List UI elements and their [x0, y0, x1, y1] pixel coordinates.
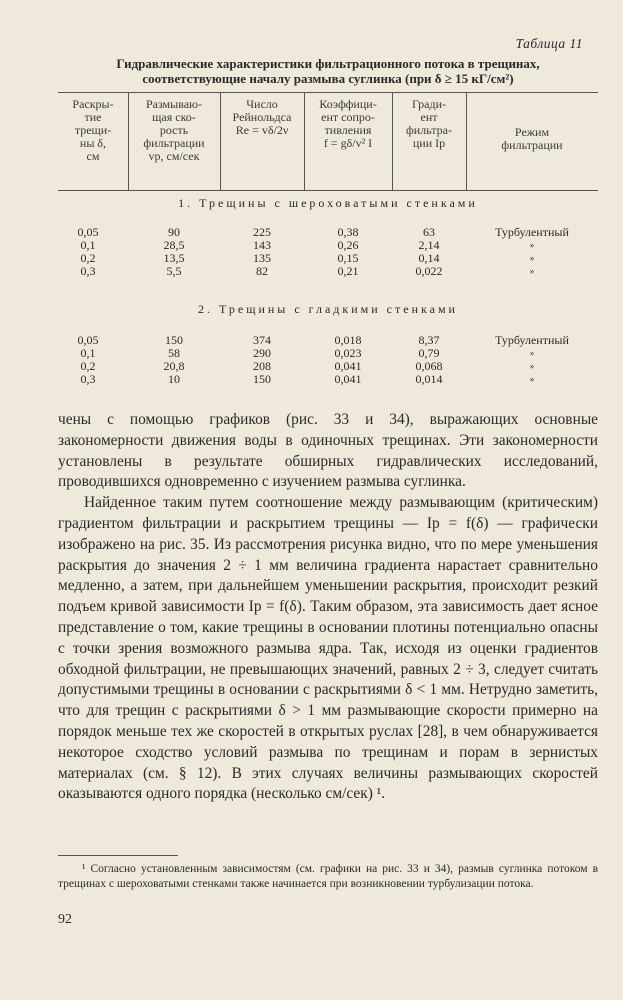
page-number: 92 [58, 912, 72, 927]
table-cell: 28,5 [163, 238, 185, 252]
table-cell: 150 [165, 333, 183, 347]
ditto-mark: » [529, 348, 535, 358]
table-cell: 143 [253, 238, 271, 252]
column-gradient [392, 334, 466, 386]
column-gradient [392, 226, 466, 278]
table-cell: 10 [168, 372, 180, 386]
column-reynolds [220, 334, 304, 386]
header-filtration-regime: Режим фильтрации [501, 125, 563, 152]
column-velocity [128, 334, 220, 386]
table-cell: Турбулентный [495, 333, 569, 347]
table-cell: 5,5 [166, 264, 182, 278]
table-cell: 0,018 [334, 333, 362, 347]
header-crack-opening: Раскры- тие трещи- ны δ, см [72, 97, 114, 163]
ditto-mark: » [529, 266, 535, 276]
table-number: Таблица 11 [515, 36, 583, 51]
table-cell: 208 [253, 359, 271, 373]
table-cell: 63 [423, 225, 435, 239]
table-cell: 0,068 [415, 359, 443, 373]
table-cell: 290 [253, 346, 271, 360]
table-cell: 225 [253, 225, 271, 239]
table-caption [58, 56, 598, 86]
column-regime [466, 226, 598, 278]
table-cell: 58 [168, 346, 180, 360]
table-cell: 150 [253, 372, 271, 386]
table-cell: 135 [253, 251, 271, 265]
table-cell: 0,1 [80, 238, 96, 252]
column-opening [58, 334, 118, 386]
table-cell: 0,1 [80, 346, 96, 360]
table-cell: 0,14 [418, 251, 440, 265]
table-cell: 0,041 [334, 372, 362, 386]
body-text [58, 410, 598, 805]
header-scour-velocity: Размываю- щая ско- рость фильтрации vр, см/сек [143, 97, 205, 163]
table-cell: Турбулентный [495, 225, 569, 239]
table-cell: 0,014 [415, 372, 443, 386]
ditto-mark: » [529, 253, 535, 263]
column-coefficient [304, 334, 392, 386]
column-coefficient [304, 226, 392, 278]
table-cell: 0,79 [418, 346, 440, 360]
column-velocity [128, 226, 220, 278]
table-cell: 0,2 [80, 251, 96, 265]
table-cell: 8,37 [418, 333, 440, 347]
table-cell: 2,14 [418, 238, 440, 252]
table-cell: 374 [253, 333, 271, 347]
header-gradient: Гради- ент фильтра- ции Iр [406, 97, 452, 150]
table-cell: 0,2 [80, 359, 96, 373]
table-header-rule [58, 190, 598, 191]
table-cell: 0,022 [415, 264, 443, 278]
table-cell: 0,3 [80, 372, 96, 386]
header-reynolds-number: Число Рейнольдса Re = vδ/2ν [232, 97, 292, 137]
table-cell: 0,023 [334, 346, 362, 360]
caption-line-1: Гидравлические характеристики фильтрационного потока в трещинах, [116, 56, 540, 71]
column-opening [58, 226, 118, 278]
footnote: ¹ Согласно установленным зависимостям (см. графики на рис. 33 и 34), размыв суглинка потоком в трещинах с шероховатыми стенками также начинается при возникновении турбулизации потока. [58, 863, 598, 890]
paragraph: чены с помощью графиков (рис. 33 и 34), выражающих основные закономерности движения воды в одиночных трещинах. Эти закономерности установлены в результате обширных гидравлических исследований, проводившихся одновременно с изучением размыва суглинка. [58, 411, 598, 491]
table-cell: 0,05 [77, 333, 99, 347]
table-cell: 0,26 [337, 238, 359, 252]
ditto-mark: » [529, 361, 535, 371]
table-cell: 13,5 [163, 251, 185, 265]
header-resistance-coefficient: Коэффици- ент сопро- тивления f = gδ/v² I [319, 97, 377, 150]
section-title-rough: 1. Трещины с шероховатыми стенками [178, 196, 478, 210]
table-cell: 20,8 [163, 359, 185, 373]
ditto-mark: » [529, 240, 535, 250]
table-cell: 82 [256, 264, 268, 278]
ditto-mark: » [529, 374, 535, 384]
table-cell: 0,041 [334, 359, 362, 373]
table-cell: 0,38 [337, 225, 359, 239]
table-cell: 0,05 [77, 225, 99, 239]
column-reynolds [220, 226, 304, 278]
table-cell: 0,3 [80, 264, 96, 278]
paragraph: Найденное таким путем соотношение между размывающим (критическим) градиентом фильтрации и раскрытием трещины — Iр = f(δ) — графически изображено на рис. 35. Из рассмотрения рисунка видно, что по мере уменьшения раскрытия до значения 2 ÷ 1 мм величина градиента нарастает сравнительно медленно, а затем, при дальнейшем уменьшении раскрытия, происходит резкий подъем кривой зависимости Iр = f(δ). Таким образом, эта зависимость дает ясное представление о том, какие трещины в основании плотины потенциально опасны с точки зрения возможного размыва ядра. Так, исходя из оценки градиентов обходной фильтрации, не превышающих значений, равных 2 ÷ 3, следует считать допустимыми трещины в основании с раскрытиями δ < 1 мм. Нетрудно заметить, что для трещин с раскрытиями δ > 1 мм размывающие скорости примерно на порядок меньше тех же скоростей в открытых руслах [28], в чем обнаруживается некоторое сходство условий размыва по трещинам и порам в зернистых материалах (см. § 12). В этих случаях величины размывающих скоростей оказываются одного порядка (несколько см/сек) ¹. [58, 494, 598, 803]
table-top-rule [58, 92, 598, 93]
caption-line-2: соответствующие началу размыва суглинка (при δ ≥ 15 кГ/см²) [142, 71, 514, 86]
table-cell: 0,21 [337, 264, 359, 278]
footnote-rule [58, 855, 178, 856]
table-cell: 90 [168, 225, 180, 239]
column-regime [466, 334, 598, 386]
table-cell: 0,15 [337, 251, 359, 265]
section-title-smooth: 2. Трещины с гладкими стенками [198, 302, 458, 316]
